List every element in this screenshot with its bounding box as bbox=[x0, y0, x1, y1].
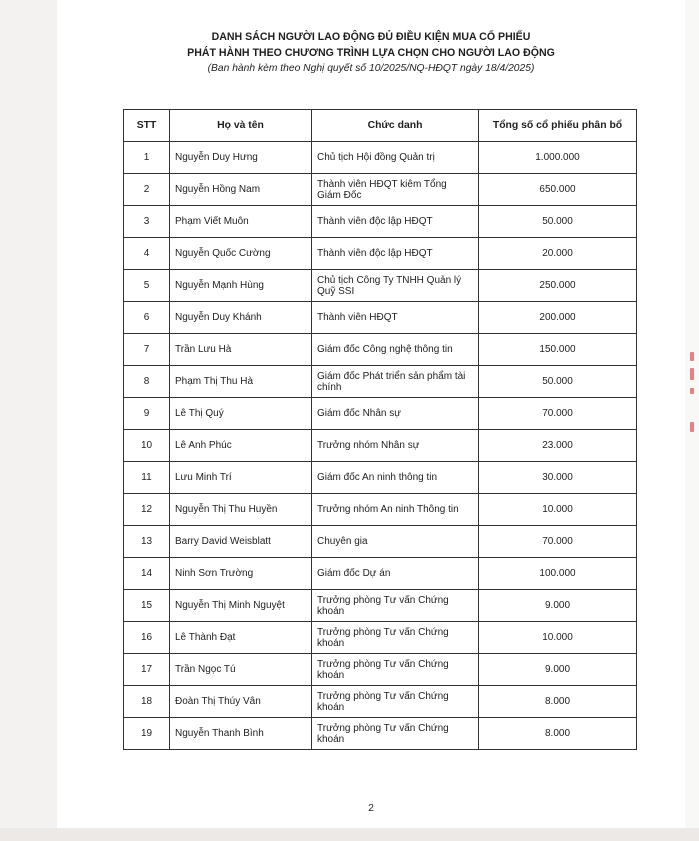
cell-stt: 8 bbox=[124, 366, 170, 398]
cell-shares: 20.000 bbox=[479, 238, 637, 270]
cell-stt: 12 bbox=[124, 494, 170, 526]
cell-stt: 17 bbox=[124, 654, 170, 686]
cell-name: Lê Anh Phúc bbox=[170, 430, 312, 462]
cell-stt: 2 bbox=[124, 174, 170, 206]
cell-shares: 250.000 bbox=[479, 270, 637, 302]
cell-stt: 10 bbox=[124, 430, 170, 462]
table-row bbox=[124, 398, 637, 430]
cell-position: Giám đốc Công nghệ thông tin bbox=[312, 334, 479, 366]
cell-name: Phạm Thị Thu Hà bbox=[170, 366, 312, 398]
cell-name: Nguyễn Hồng Nam bbox=[170, 174, 312, 206]
cell-shares: 200.000 bbox=[479, 302, 637, 334]
cell-position: Chủ tịch Hội đồng Quản trị bbox=[312, 142, 479, 174]
cell-position: Trưởng phòng Tư vấn Chứng khoán bbox=[312, 686, 479, 718]
cell-shares: 150.000 bbox=[479, 334, 637, 366]
cell-stt: 4 bbox=[124, 238, 170, 270]
cell-name: Trần Ngọc Tú bbox=[170, 654, 312, 686]
cell-shares: 10.000 bbox=[479, 622, 637, 654]
cell-position: Trưởng nhóm Nhân sự bbox=[312, 430, 479, 462]
table-row bbox=[124, 238, 637, 270]
cell-position: Giám đốc Phát triển sản phẩm tài chính bbox=[312, 366, 479, 398]
cell-name: Nguyễn Duy Hưng bbox=[170, 142, 312, 174]
cell-stt: 7 bbox=[124, 334, 170, 366]
adjacent-page-edge bbox=[685, 0, 699, 828]
table-row bbox=[124, 462, 637, 494]
table-row bbox=[124, 558, 637, 590]
cell-position: Trưởng phòng Tư vấn Chứng khoán bbox=[312, 590, 479, 622]
cell-name: Phạm Viết Muôn bbox=[170, 206, 312, 238]
cell-shares: 70.000 bbox=[479, 526, 637, 558]
cell-shares: 30.000 bbox=[479, 462, 637, 494]
cell-shares: 9.000 bbox=[479, 654, 637, 686]
cell-position: Giám đốc Dự án bbox=[312, 558, 479, 590]
table-header-row bbox=[124, 110, 637, 142]
table-row bbox=[124, 654, 637, 686]
table-row bbox=[124, 590, 637, 622]
cell-shares: 9.000 bbox=[479, 590, 637, 622]
table-row bbox=[124, 686, 637, 718]
header-stt: STT bbox=[124, 110, 170, 142]
table-row bbox=[124, 622, 637, 654]
table-row bbox=[124, 526, 637, 558]
cell-position: Trưởng phòng Tư vấn Chứng khoán bbox=[312, 654, 479, 686]
cell-stt: 6 bbox=[124, 302, 170, 334]
document-title-line1: DANH SÁCH NGƯỜI LAO ĐỘNG ĐỦ ĐIỀU KIỆN MUA CỔ PHIẾU bbox=[211, 31, 531, 43]
cell-stt: 13 bbox=[124, 526, 170, 558]
cell-stt: 16 bbox=[124, 622, 170, 654]
cell-stt: 18 bbox=[124, 686, 170, 718]
stamp-fragment bbox=[690, 368, 694, 380]
cell-shares: 23.000 bbox=[479, 430, 637, 462]
cell-stt: 19 bbox=[124, 718, 170, 750]
cell-position: Giám đốc An ninh thông tin bbox=[312, 462, 479, 494]
cell-name: Nguyễn Mạnh Hùng bbox=[170, 270, 312, 302]
table-row bbox=[124, 302, 637, 334]
page-number: 2 bbox=[368, 802, 374, 814]
table-row bbox=[124, 430, 637, 462]
cell-name: Nguyễn Thanh Bình bbox=[170, 718, 312, 750]
document-subtitle: (Ban hành kèm theo Nghị quyết số 10/2025/NQ-HĐQT ngày 18/4/2025) bbox=[207, 63, 535, 74]
table-body bbox=[124, 142, 637, 750]
cell-shares: 10.000 bbox=[479, 494, 637, 526]
table-row bbox=[124, 270, 637, 302]
cell-stt: 9 bbox=[124, 398, 170, 430]
document-title-line2: PHÁT HÀNH THEO CHƯƠNG TRÌNH LỰA CHỌN CHO NGƯỜI LAO ĐỘNG bbox=[187, 47, 555, 59]
cell-name: Nguyễn Duy Khánh bbox=[170, 302, 312, 334]
cell-stt: 14 bbox=[124, 558, 170, 590]
cell-position: Chủ tịch Công Ty TNHH Quản lý Quỹ SSI bbox=[312, 270, 479, 302]
cell-position: Thành viên độc lập HĐQT bbox=[312, 238, 479, 270]
cell-shares: 50.000 bbox=[479, 366, 637, 398]
cell-position: Trưởng phòng Tư vấn Chứng khoán bbox=[312, 718, 479, 750]
table-row bbox=[124, 366, 637, 398]
header-position: Chức danh bbox=[312, 110, 479, 142]
viewer-bottom-edge bbox=[0, 828, 699, 841]
document-page bbox=[57, 0, 685, 828]
cell-position: Trưởng nhóm An ninh Thông tin bbox=[312, 494, 479, 526]
cell-position: Thành viên HĐQT kiêm Tổng Giám Đốc bbox=[312, 174, 479, 206]
cell-shares: 50.000 bbox=[479, 206, 637, 238]
header-name: Họ và tên bbox=[170, 110, 312, 142]
cell-name: Nguyễn Thị Minh Nguyệt bbox=[170, 590, 312, 622]
cell-name: Lê Thành Đạt bbox=[170, 622, 312, 654]
cell-stt: 15 bbox=[124, 590, 170, 622]
cell-shares: 8.000 bbox=[479, 686, 637, 718]
cell-position: Chuyên gia bbox=[312, 526, 479, 558]
table-row bbox=[124, 174, 637, 206]
stamp-fragment bbox=[690, 388, 694, 394]
table-row bbox=[124, 494, 637, 526]
cell-shares: 650.000 bbox=[479, 174, 637, 206]
cell-name: Ninh Sơn Trường bbox=[170, 558, 312, 590]
cell-name: Nguyễn Quốc Cường bbox=[170, 238, 312, 270]
stamp-fragment bbox=[690, 422, 694, 432]
cell-shares: 8.000 bbox=[479, 718, 637, 750]
cell-name: Lưu Minh Trí bbox=[170, 462, 312, 494]
table-row bbox=[124, 142, 637, 174]
cell-name: Nguyễn Thị Thu Huyền bbox=[170, 494, 312, 526]
cell-name: Trần Lưu Hà bbox=[170, 334, 312, 366]
stamp-fragment bbox=[690, 352, 694, 361]
cell-position: Thành viên HĐQT bbox=[312, 302, 479, 334]
cell-position: Trưởng phòng Tư vấn Chứng khoán bbox=[312, 622, 479, 654]
cell-shares: 1.000.000 bbox=[479, 142, 637, 174]
cell-stt: 1 bbox=[124, 142, 170, 174]
cell-name: Đoàn Thị Thúy Vân bbox=[170, 686, 312, 718]
header-shares: Tổng số cổ phiếu phân bổ bbox=[479, 110, 637, 142]
cell-shares: 70.000 bbox=[479, 398, 637, 430]
cell-position: Giám đốc Nhân sự bbox=[312, 398, 479, 430]
cell-position: Thành viên độc lập HĐQT bbox=[312, 206, 479, 238]
cell-stt: 11 bbox=[124, 462, 170, 494]
cell-stt: 3 bbox=[124, 206, 170, 238]
table-row bbox=[124, 334, 637, 366]
cell-name: Lê Thị Quý bbox=[170, 398, 312, 430]
table-row bbox=[124, 206, 637, 238]
cell-stt: 5 bbox=[124, 270, 170, 302]
table-row bbox=[124, 718, 637, 750]
cell-shares: 100.000 bbox=[479, 558, 637, 590]
employee-share-table bbox=[123, 109, 637, 750]
cell-name: Barry David Weisblatt bbox=[170, 526, 312, 558]
